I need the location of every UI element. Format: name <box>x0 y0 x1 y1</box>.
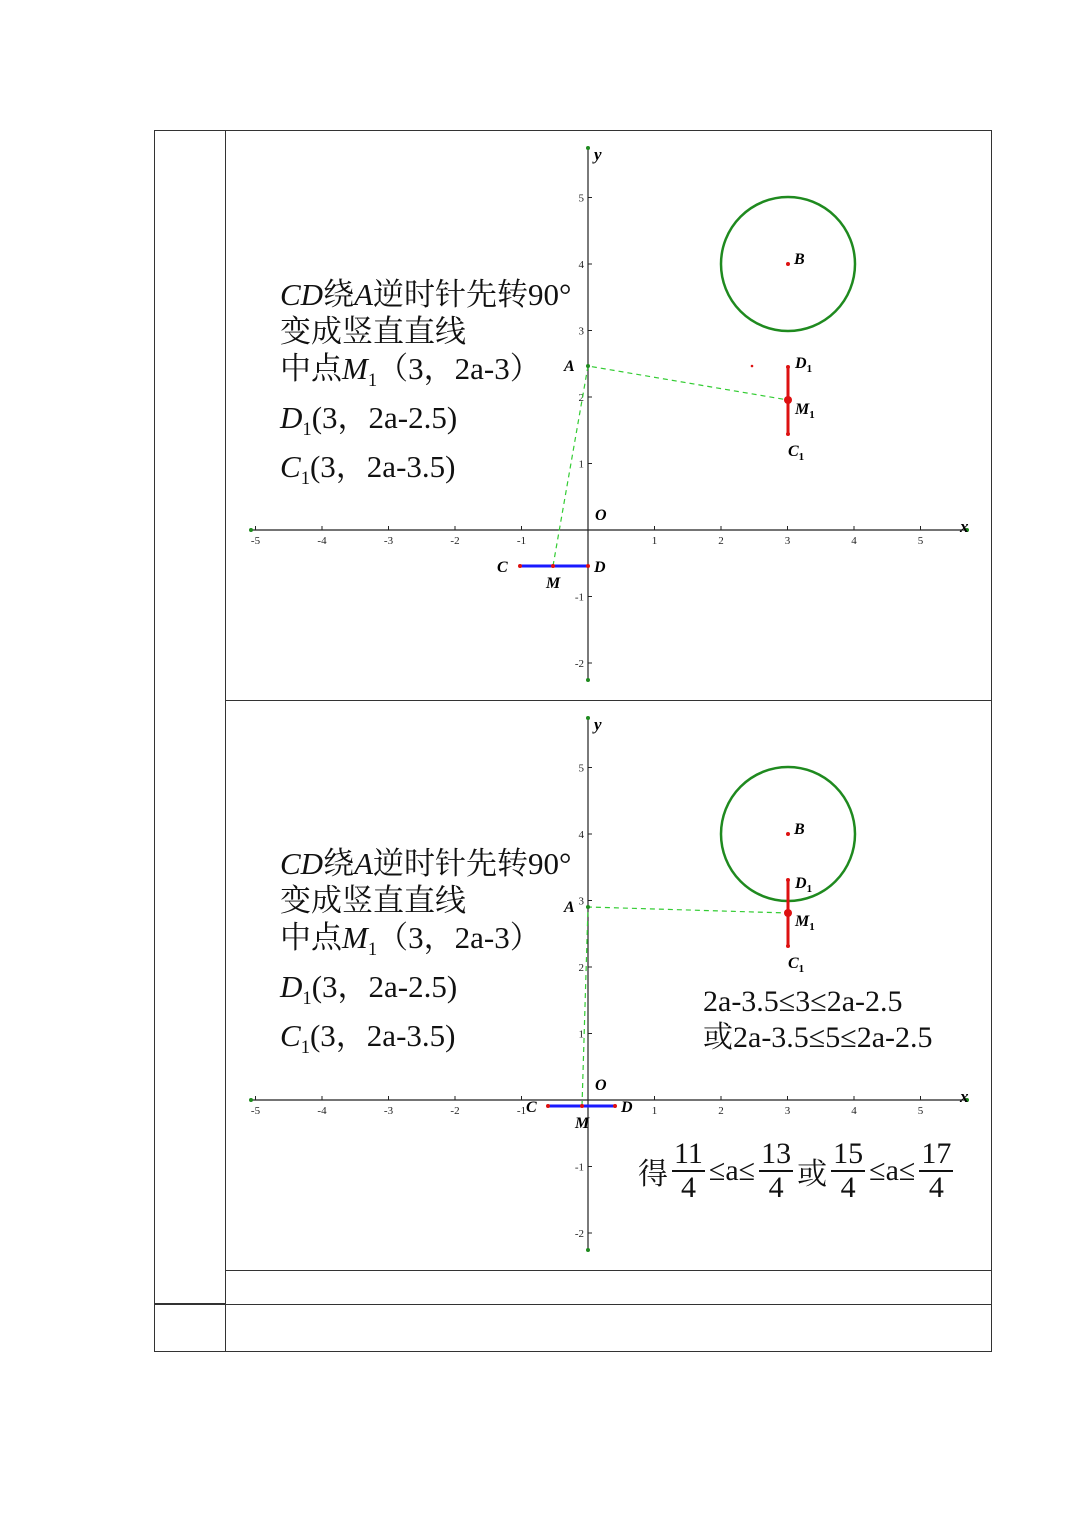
x-tick-label: -1 <box>516 535 527 547</box>
y-axis-label: y <box>594 145 602 164</box>
note-line-2: 变成竖直直线 <box>280 314 466 349</box>
point-c1-dot <box>786 944 790 948</box>
y-tick-label: -1 <box>574 1161 584 1174</box>
point-c-dot <box>546 1104 550 1108</box>
inequality-1: ≤a≤ <box>708 1154 756 1187</box>
x-tick-label: -1 <box>516 1105 527 1117</box>
y-tick-label: 2 <box>578 962 584 974</box>
label-m: M <box>546 575 561 592</box>
x-tick-label: -3 <box>383 1105 394 1117</box>
y-tick-label: -2 <box>574 658 584 670</box>
x-tick-label: 1 <box>651 535 658 547</box>
result-expression <box>637 1138 956 1204</box>
inequality-2: ≤a≤ <box>869 1154 916 1187</box>
note-line-1: CD绕A逆时针先转90° <box>280 846 572 881</box>
y-tick-label: 3 <box>578 325 584 338</box>
y-tick-label: 5 <box>578 762 584 775</box>
x-tick-label: 3 <box>784 1105 791 1117</box>
fraction-17-4: $\frac{17}{4}$ <box>921 1137 952 1204</box>
x-tick-label: -2 <box>450 1105 460 1117</box>
panel-2-note <box>280 845 571 1067</box>
label-m1: $M_1$ <box>795 401 815 421</box>
x-axis-label: x <box>960 517 969 536</box>
condition-line-2: 或2a-3.5≤5≤2a-2.5 <box>703 1021 933 1054</box>
x-tick-label: 5 <box>917 535 924 547</box>
note-line-5: $C_1(3$，2a-3.5) <box>280 1018 456 1059</box>
label-d: D <box>594 559 606 576</box>
label-c1: $C_1$ <box>788 955 805 975</box>
y-tick-label: 3 <box>578 895 584 908</box>
label-m: M <box>575 1115 590 1132</box>
label-b: B <box>794 251 805 268</box>
y-axis-label: y <box>594 715 602 734</box>
y-tick-label: -2 <box>574 1228 584 1240</box>
result-prefix: 得 <box>638 1158 668 1191</box>
note-line-4: $D_1(3$，2a-2.5) <box>280 400 458 441</box>
y-axis-bottom-end <box>586 1248 590 1252</box>
label-o: O <box>595 507 607 524</box>
label-a: A <box>564 899 575 916</box>
note-line-3: 中点$M_1(3$，2a-3） <box>280 920 541 961</box>
y-tick-label: 5 <box>578 192 584 205</box>
y-tick-label: 1 <box>578 458 584 471</box>
x-axis-left-end <box>249 1098 253 1102</box>
x-tick-label: 2 <box>718 535 724 547</box>
label-c: C <box>526 1099 537 1116</box>
x-tick-label: -4 <box>317 1105 327 1117</box>
x-tick-label: -5 <box>250 535 261 547</box>
x-tick-label: 4 <box>851 1105 857 1117</box>
condition-line-1: 2a-3.5≤3≤2a-2.5 <box>703 985 903 1018</box>
x-tick-label: 1 <box>651 1105 658 1117</box>
x-axis-label: x <box>960 1087 969 1106</box>
label-o: O <box>595 1077 607 1094</box>
y-tick-label: 2 <box>578 392 584 404</box>
x-tick-label: 4 <box>851 535 857 547</box>
x-tick-label: -4 <box>317 535 327 547</box>
point-b-dot <box>786 832 790 836</box>
label-c1: $C_1$ <box>788 443 805 463</box>
note-line-1: CD绕A逆时针先转90° <box>280 277 572 312</box>
x-tick-label: 2 <box>718 1105 724 1117</box>
point-d-dot <box>613 1104 617 1108</box>
label-d1: $D_1$ <box>795 875 813 895</box>
x-tick-label: 3 <box>784 535 791 547</box>
note-line-5: $C_1(3$，2a-3.5) <box>280 449 456 490</box>
label-c: C <box>497 559 508 576</box>
y-tick-group <box>575 763 592 1241</box>
label-d: D <box>621 1099 633 1116</box>
label-m1: $M_1$ <box>795 913 815 933</box>
fraction-11-4: $\frac{11}{4}$ <box>674 1137 703 1204</box>
note-line-4: $D_1(3$，2a-2.5) <box>280 969 458 1010</box>
label-a: A <box>564 358 575 375</box>
fraction-15-4: $\frac{15}{4}$ <box>833 1137 864 1204</box>
y-tick-label: 4 <box>578 259 584 271</box>
point-a-dot <box>586 905 590 909</box>
point-d1-dot <box>786 878 790 882</box>
y-axis-top-end <box>586 716 590 720</box>
x-tick-label: -2 <box>450 535 460 547</box>
label-b: B <box>794 821 805 838</box>
fraction-13-4: $\frac{13}{4}$ <box>761 1137 792 1204</box>
point-m1-dot <box>784 909 792 917</box>
y-tick-label: -1 <box>574 591 584 604</box>
note-line-2: 变成竖直直线 <box>280 883 466 918</box>
label-d1: $D_1$ <box>795 355 813 375</box>
y-tick-label: 1 <box>578 1028 584 1041</box>
condition-text <box>703 984 933 1056</box>
x-tick-label: 5 <box>917 1105 924 1117</box>
x-tick-label: -5 <box>250 1105 261 1117</box>
point-m-dot <box>580 1104 584 1108</box>
x-tick-label: -3 <box>383 535 394 547</box>
note-line-3: 中点$M_1(3$，2a-3） <box>280 351 541 392</box>
y-tick-label: 4 <box>578 829 584 841</box>
or-word: 或 <box>797 1158 828 1191</box>
